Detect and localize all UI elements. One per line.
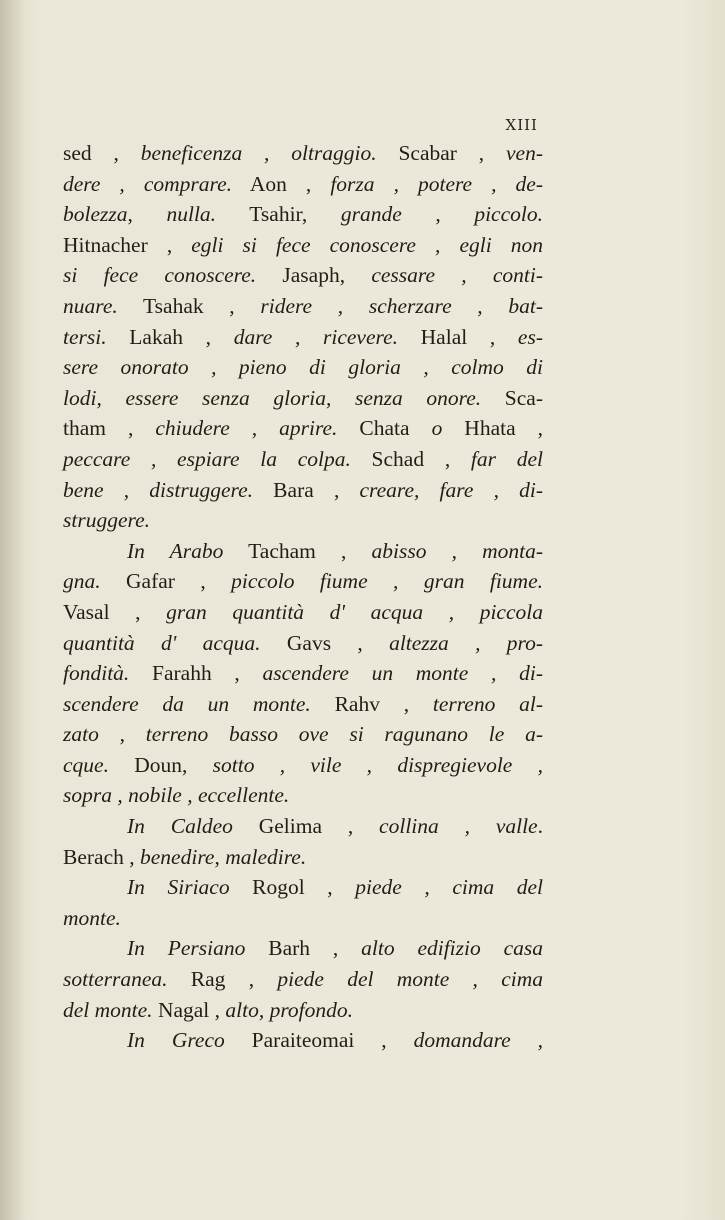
text-line [63,689,543,720]
roman-text: Hhata , [442,416,543,441]
italic-text: sotto , vile , dispregievole , [212,752,543,777]
roman-text: Paraiteomai , [224,1028,414,1053]
italic-text: del monte. [63,997,153,1022]
italic-text: sopra , nobile , eccellente. [63,783,290,808]
text-line [63,505,543,536]
italic-text: abisso , monta- [371,538,543,563]
roman-text: Aon , [232,171,331,196]
text-line [63,475,543,506]
text-line [63,291,543,322]
italic-text: chiudere , aprire. [155,416,338,441]
italic-text: fondità. [63,661,130,686]
italic-text: ridere , scherzare , bat- [260,293,543,318]
roman-text: Farahh , [129,661,263,686]
roman-text: Doun, [108,752,213,777]
italic-text: tersi. [63,324,107,349]
roman-text: Tsahak , [117,293,261,318]
roman-text: Jasaph, [256,263,372,288]
text-line [63,597,543,628]
roman-text: Tacham , [223,538,372,563]
text-line [63,811,543,842]
italic-text: In Greco [127,1028,225,1053]
roman-text: Berach , [63,844,141,869]
roman-text: Gafar , [100,569,232,594]
italic-text: cessare , conti- [371,263,543,288]
italic-text: In Siriaco [127,875,230,900]
italic-text: dere , comprare. [63,171,233,196]
italic-text: lodi, essere senza gloria, senza onore. [63,385,482,410]
italic-text: egli si fece conoscere , egli non [191,232,543,257]
italic-text: beneficenza , oltraggio. [140,141,377,165]
roman-text: sed , [63,141,141,165]
italic-text: struggere. [63,508,150,533]
text-line [63,230,543,261]
italic-text: sotterranea. [63,967,168,992]
text-line [63,903,543,934]
roman-text: , [127,202,167,227]
italic-text: piccolo fiume , gran fiume. [231,569,543,594]
italic-text: benedire [140,844,215,869]
italic-text: nulla. [166,202,217,227]
roman-text: Schad , [350,446,471,471]
italic-text: ven- [506,141,543,165]
italic-text: o [431,416,443,441]
roman-text: Sca- [481,385,544,410]
italic-text: piede , cima del [355,875,543,900]
roman-text: Gelima , [232,814,380,839]
text-line [63,964,543,995]
text-line [63,352,543,383]
text-line [63,566,543,597]
roman-text: Tsahir, [216,202,341,227]
roman-text: Bara , [253,477,360,502]
roman-text: Nagal , [152,997,226,1022]
italic-text: es- [517,324,543,349]
text-line [63,383,543,414]
italic-text: forza , potere , de- [330,171,543,196]
italic-text: alto edifizio casa [361,936,544,961]
text-line [63,628,543,659]
italic-text: terreno al- [432,691,543,716]
roman-text: Lakah , [106,324,234,349]
text-line [63,872,543,903]
text-line [63,138,543,169]
italic-text: nuare. [63,293,118,318]
italic-text: dare , ricevere. [233,324,398,349]
italic-text: domandare , [413,1028,544,1053]
italic-text: quantità d' acqua. [63,630,261,655]
roman-text: Scabar , [376,141,506,165]
italic-text: scendere da un monte. [63,691,311,716]
roman-text: Rogol , [229,875,356,900]
italic-text: peccare , espiare la colpa. [63,446,351,471]
text-line [63,780,543,811]
roman-text: Hitnacher , [63,232,192,257]
italic-text: bene , distruggere. [63,477,254,502]
roman-text: Halal , [398,324,518,349]
italic-text: alto, profondo. [225,997,354,1022]
italic-text: In Caldeo [127,814,233,839]
italic-text: piede del monte , cima [277,967,543,992]
italic-text: cque. [63,752,109,777]
italic-text: gran quantità d' acqua , piccola [166,599,543,624]
italic-text: In Persiano [127,936,246,961]
roman-text: Barh , [245,936,362,961]
italic-text: monte. [63,905,121,930]
text-line [63,658,543,689]
roman-text: , [214,844,226,869]
roman-text: . [537,814,543,839]
body-text [63,138,543,1056]
roman-text: Chata [337,416,432,441]
page-number: XIII [505,116,538,134]
text-line [63,322,543,353]
text-line [63,444,543,475]
roman-text: Vasal , [63,599,167,624]
italic-text: collina , valle [379,814,538,839]
text-line [63,169,543,200]
text-line [63,1025,543,1056]
italic-text: si fece conoscere. [63,263,257,288]
roman-text: Rahv , [310,691,433,716]
roman-text: Gavs , [260,630,390,655]
roman-text: Rag , [167,967,278,992]
text-line [63,536,543,567]
text-line [63,750,543,781]
text-line [63,260,543,291]
italic-text: grande , piccolo. [340,202,543,227]
text-line [63,933,543,964]
italic-text: gna. [63,569,101,594]
italic-text: bolezza [63,202,128,227]
italic-text: maledire. [225,844,307,869]
text-line [63,842,543,873]
roman-text: tham , [63,416,156,441]
spine-shadow [0,0,26,1220]
text-line [63,995,543,1026]
text-line [63,719,543,750]
italic-text: far del [470,446,543,471]
italic-text: altezza , pro- [389,630,544,655]
italic-text: In Arabo [127,538,224,563]
italic-text: ascendere un monte , di- [262,661,543,686]
italic-text: creare, fare , di- [359,477,543,502]
italic-text: sere onorato , pieno di gloria , colmo di [63,355,543,380]
text-line [63,199,543,230]
italic-text: zato , terreno basso ove si ragunano le a- [63,722,543,747]
text-line [63,413,543,444]
